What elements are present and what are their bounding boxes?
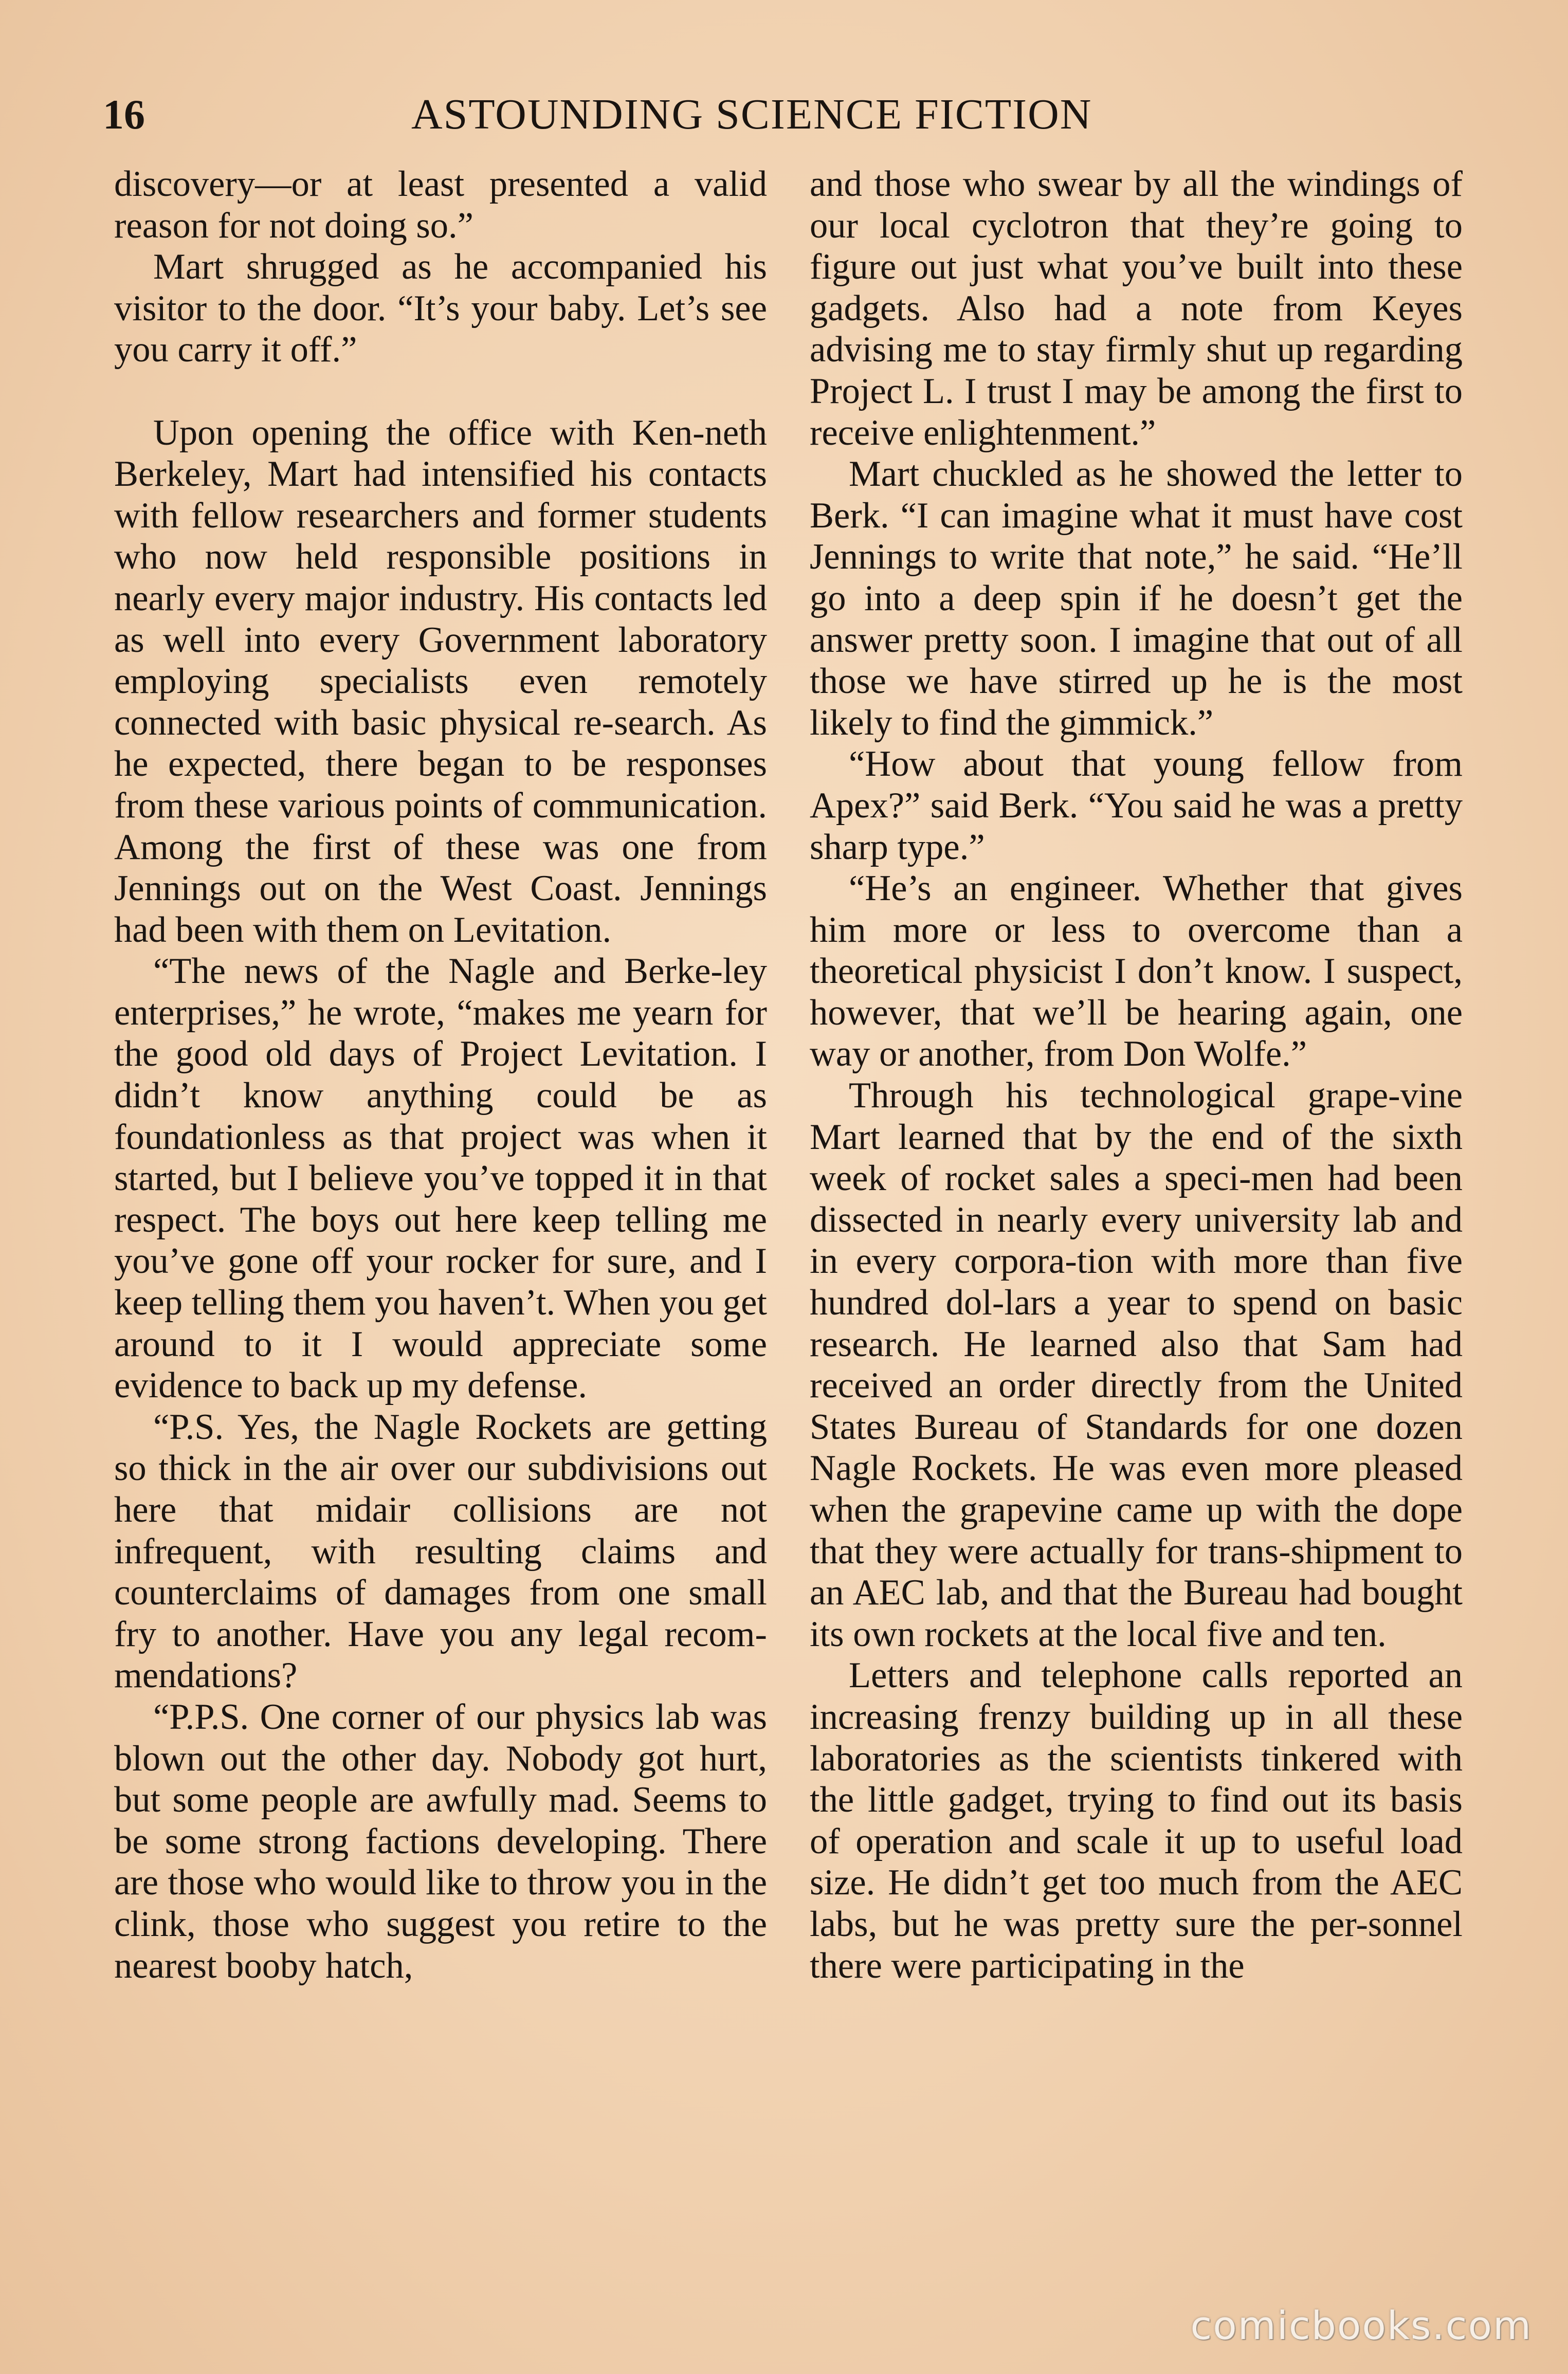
paragraph: “P.P.S. One corner of our physics lab was blown out the other day. Nobody got hurt, but some people are awfully mad. Seems to be some strong factions developing. There are those who would like to throw you in the clink, those who suggest you retire to the nearest booby hatch, <box>114 1696 767 1986</box>
paragraph: “P.S. Yes, the Nagle Rockets are getting so thick in the air over our subdivisions out here that midair collisions are not infrequent, with resulting claims and counterclaims of damages from one small fry to another. Have you any legal recom-mendations? <box>114 1407 767 1696</box>
paragraph: “How about that young fellow from Apex?” said Berk. “You said he was a pretty sharp type.” <box>810 744 1463 867</box>
running-title: ASTOUNDING SCIENCE FICTION <box>411 90 1092 138</box>
paragraph: “He’s an engineer. Whether that gives him more or less to overcome than a theoretical physicist I don’t know. I suspect, however, that we’ll be hearing again, one way or another, from Don Wolfe.” <box>810 868 1463 1074</box>
paragraph: “The news of the Nagle and Berke-ley enterprises,” he wrote, “makes me yearn for the good old days of Project Levitation. I didn’t know anything could be as foundationless as that project was when it started, but I believe you’ve topped it in that respect. The boys out here keep telling me you’ve gone off your rocker for sure, and I keep telling them you haven’t. When you get around to it I would appreciate some evidence to back up my defense. <box>114 951 767 1406</box>
paragraph: Mart shrugged as he accompanied his visitor to the door. “It’s your baby. Let’s see you carry it off.” <box>114 247 767 370</box>
paragraph: Mart chuckled as he showed the letter to Berk. “I can imagine what it must have cost Jennings to write that note,” he said. “He’ll go into a deep spin if he doesn’t get the answer pretty soon. I imagine that out of all those we have stirred up he is the most likely to find the gimmick.” <box>810 454 1463 743</box>
page-header <box>103 86 1465 143</box>
paragraph: Upon opening the office with Ken-neth Berkeley, Mart had intensified his contacts with fellow researchers and former students who now held responsible positions in nearly every major industry. His contacts led as well into every Government laboratory employing specialists even remotely connected with basic physical re-search. As he expected, there began to be responses from these various points of communication. Among the first of these was one from Jennings out on the West Coast. Jennings had been with them on Levitation. <box>114 412 767 950</box>
paragraph: Through his technological grape-vine Mart learned that by the end of the sixth week of rocket sales a speci-men had been dissected in nearly every university lab and in every corpora-tion with more than five hundred dol-lars a year to spend on basic research. He learned also that Sam had received an order directly from the United States Bureau of Standards for one dozen Nagle Rockets. He was even more pleased when the grapevine came up with the dope that they were actually for trans-shipment to an AEC lab, and that the Bureau had bought its own rockets at the local five and ten. <box>810 1075 1463 1654</box>
page-number: 16 <box>103 91 145 138</box>
paragraph: and those who swear by all the windings of our local cyclotron that they’re going to figure out just what you’ve built into these gadgets. Also had a note from Keyes advising me to stay firmly shut up regarding Project L. I trust I may be among the first to receive enlightenment.” <box>810 164 1463 453</box>
right-column <box>810 163 1463 1986</box>
left-column <box>114 163 767 1986</box>
paragraph: discovery—or at least presented a valid reason for not doing so.” <box>114 164 767 246</box>
paragraph: Letters and telephone calls reported an increasing frenzy building up in all these laboratories as the scientists tinkered with the little gadget, trying to find out its basis of operation and scale it up to useful load size. He didn’t get too much from the AEC labs, but he was pretty sure the per-sonnel there were participating in the <box>810 1655 1463 1986</box>
watermark: comicbooks.com <box>1190 2303 1532 2348</box>
